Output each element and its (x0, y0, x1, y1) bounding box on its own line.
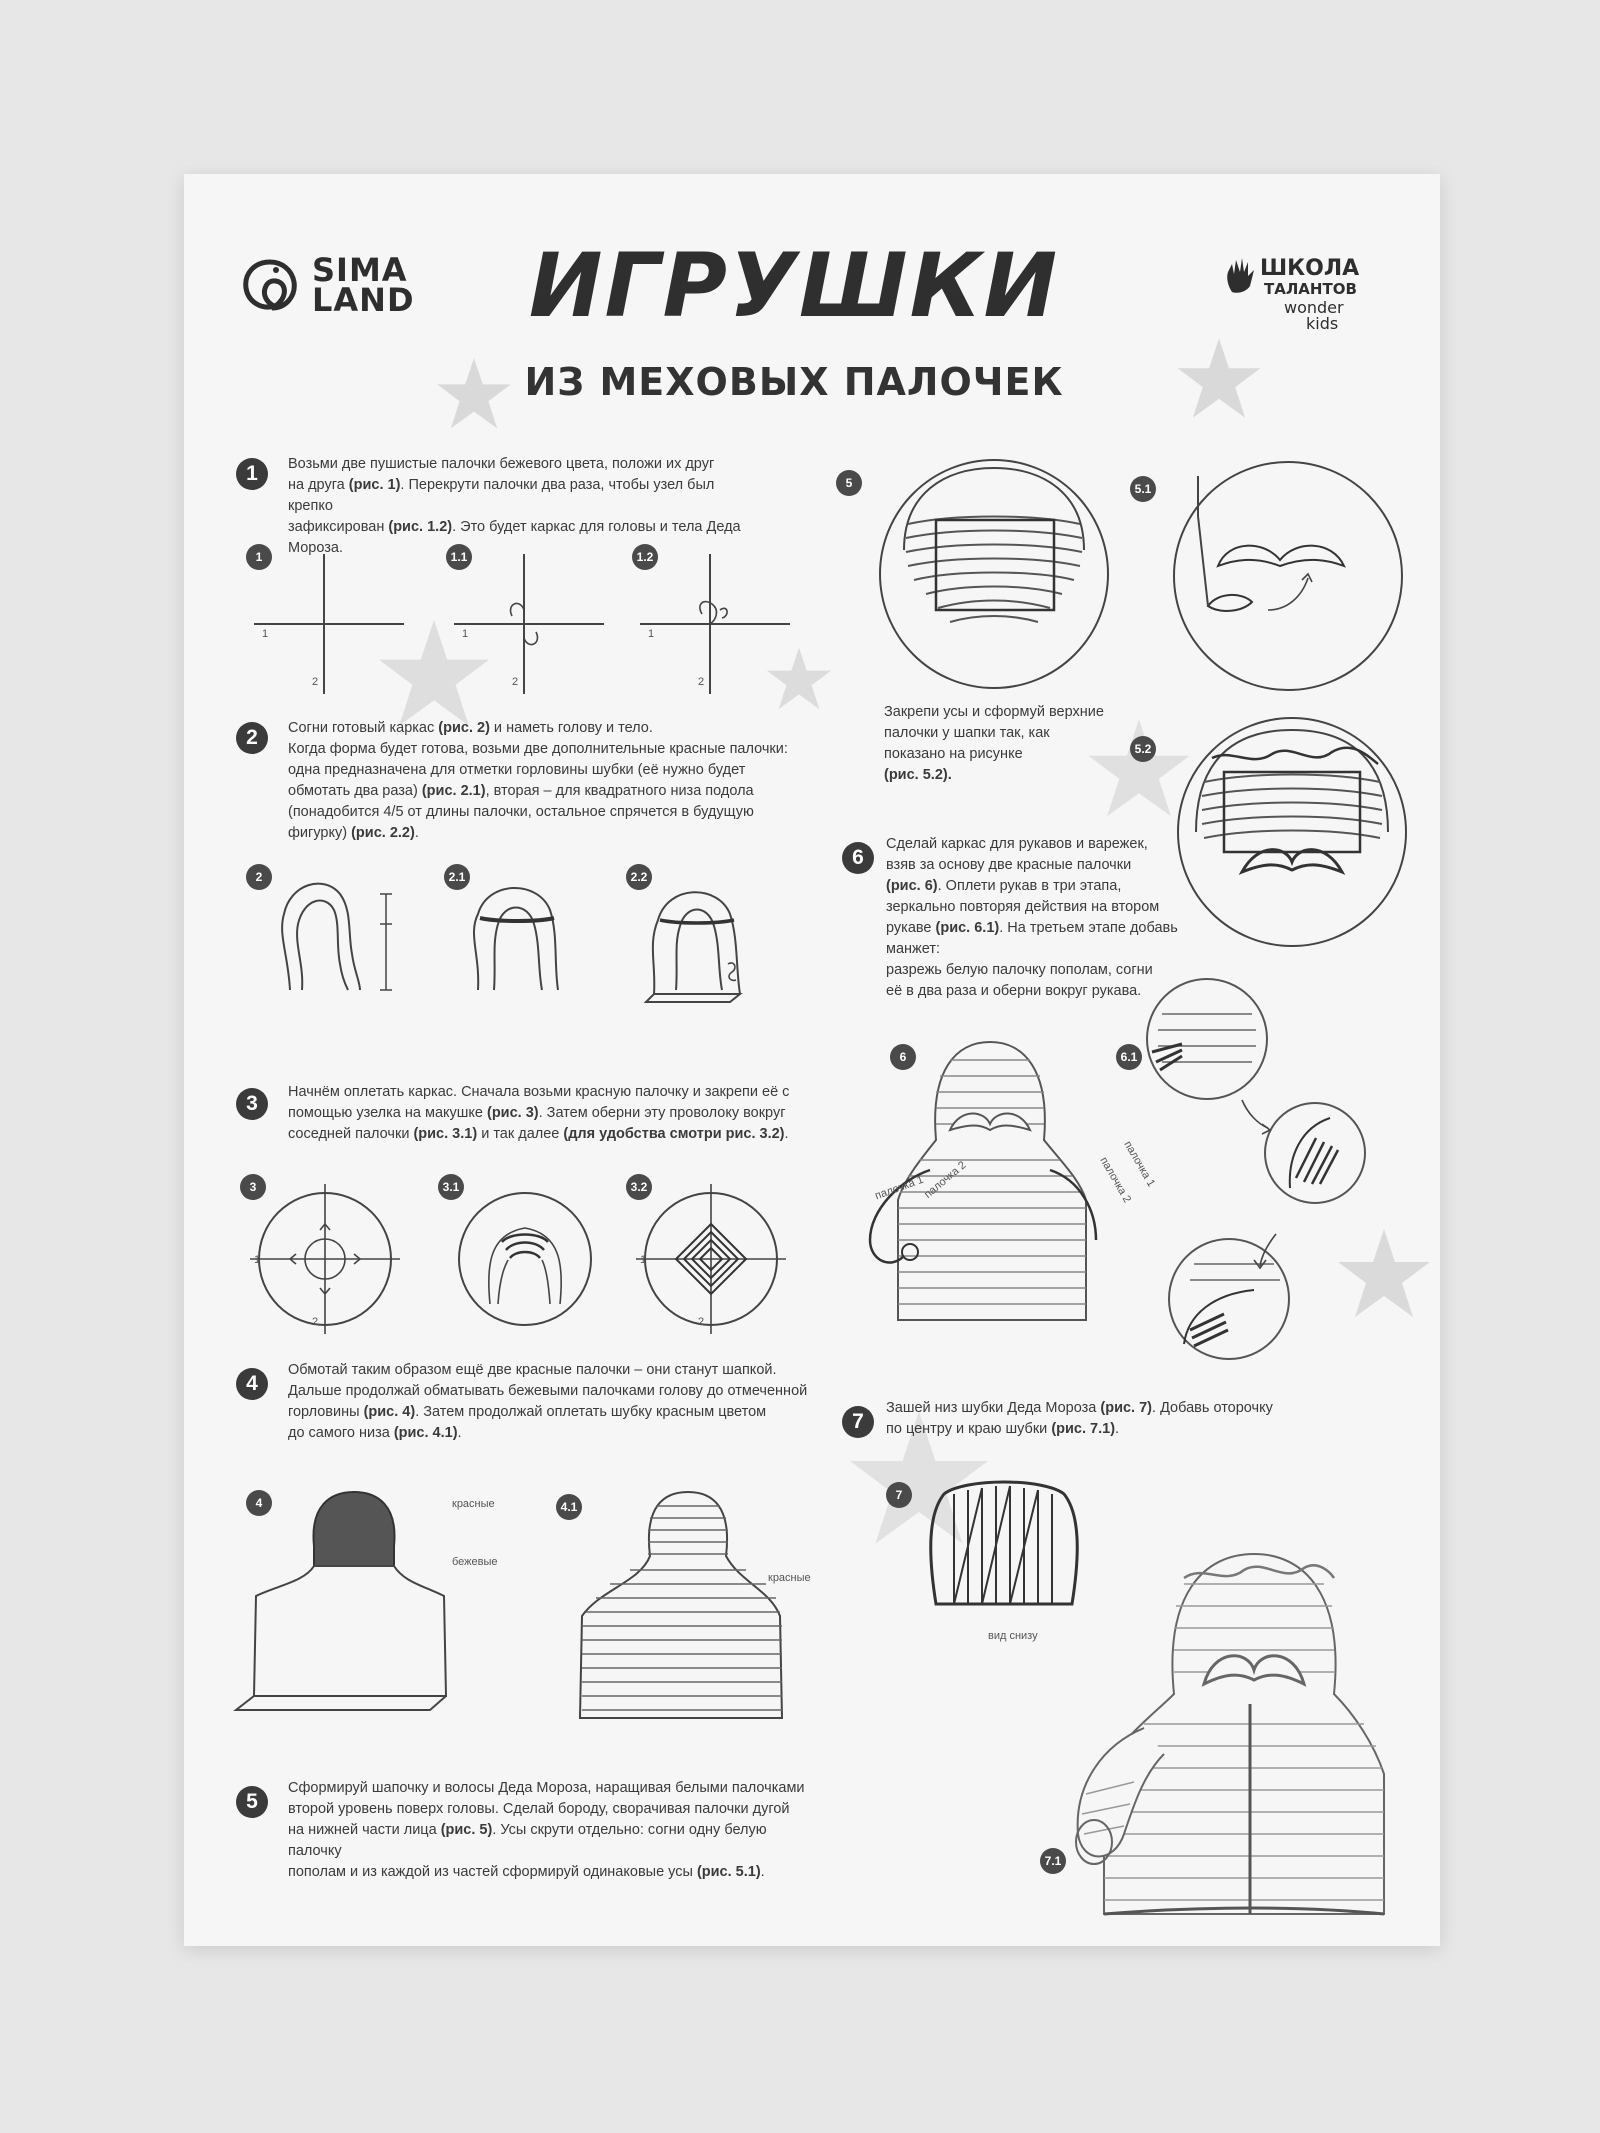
color-label: красные (768, 1572, 811, 1584)
figure-ref: (рис. 2) (438, 720, 490, 736)
step-4-text (288, 1360, 808, 1444)
bird-icon (240, 256, 300, 316)
caption: вид снизу (988, 1630, 1038, 1642)
figure-ref: (рис. 2.2) (351, 825, 415, 841)
text-span: горловины (288, 1404, 364, 1420)
star-decoration (1334, 1224, 1434, 1324)
figure-ref: (рис. 3) (487, 1105, 539, 1121)
figure-label: 7 (886, 1482, 912, 1508)
text-span: помощью узелка на макушке (288, 1105, 487, 1121)
text-line: (понадобится 4/5 от длины палочки, остальное спрячется в будущую (288, 804, 754, 820)
color-label: бежевые (452, 1556, 498, 1568)
axis-label: 2 (698, 1316, 705, 1328)
figure-ref: (рис. 7) (1100, 1400, 1153, 1416)
figure-ref: (рис. 1.2) (388, 519, 453, 535)
figure-6-sleeves (860, 1030, 1120, 1330)
stick-label: палочка 1 (1121, 1139, 1158, 1189)
text-span: и наметь голову и тело. (489, 720, 653, 736)
figure-ref: (рис. 5) (440, 1822, 493, 1838)
axis-label: 1 (640, 1254, 647, 1266)
text-line: одна предназначена для отметки горловины шубки (её нужно будет (288, 762, 746, 778)
text-span: рукаве (886, 920, 936, 936)
axis-label: 2 (312, 676, 319, 688)
figure-2-frame (264, 874, 414, 994)
figure-label: 1.2 (632, 544, 658, 570)
figure-ref: (рис. 5.1) (696, 1864, 761, 1880)
text-span: фигурку) (288, 825, 352, 841)
step-number: 7 (842, 1406, 874, 1438)
step-number: 4 (236, 1368, 268, 1400)
text-line: палочки у шапки так, как (884, 725, 1050, 741)
figure-2-2-frame (644, 874, 774, 1004)
step-5-2-text (884, 702, 1124, 786)
axis-label: 1 (462, 628, 469, 640)
figure-7-1-santa (1064, 1514, 1414, 1934)
figure-label: 1 (246, 544, 272, 570)
figure-5-1-moustache (1168, 456, 1408, 696)
figure-label: 2.2 (626, 864, 652, 890)
figure-label: 4 (246, 1490, 272, 1516)
text-span: . На третьем этапе добавь манжет: (886, 920, 1178, 957)
text-span: . (457, 1425, 462, 1441)
figure-6-1-stage1 (1142, 974, 1272, 1104)
step-number: 1 (236, 458, 268, 490)
text-span: обмотать два раза) (288, 783, 422, 799)
star-decoration (1174, 334, 1264, 424)
figure-ref: (рис. 3.1) (413, 1126, 478, 1142)
figure-5-beard (874, 454, 1114, 694)
text-line: её в два раза и оберни вокруг рукава. (886, 983, 1142, 999)
step-number: 6 (842, 842, 874, 874)
figure-1-1-twist (454, 554, 604, 704)
text-span: . Затем продолжай оплетать шубку красным цветом (415, 1404, 767, 1420)
text-span: соседней палочки (288, 1126, 414, 1142)
figure-1-cross (254, 554, 404, 704)
axis-label: 1 (254, 1254, 261, 1266)
figure-label: 6 (890, 1044, 916, 1070)
figure-label: 3.2 (626, 1174, 652, 1200)
text-line: Сделай каркас для рукавов и варежек, (886, 836, 1148, 852)
text-line: Сформируй шапочку и волосы Деда Мороза, наращивая белыми палочками (288, 1780, 805, 1796)
stick-label: палочка 2 (922, 1159, 969, 1201)
text-span: на друга (288, 477, 349, 493)
text-line: Начнём оплетать каркас. Сначала возьми красную палочку и закрепи её с (288, 1084, 790, 1100)
figure-label: 1.1 (446, 544, 472, 570)
text-line: взяв за основу две красные палочки (886, 857, 1132, 873)
figure-label: 5.1 (1130, 476, 1156, 502)
text-span: . Оплети рукав в три этапа, (937, 878, 1122, 894)
text-line: разрежь белую палочку пополам, согни (886, 962, 1153, 978)
arrow-icon (1232, 1094, 1292, 1274)
text-span: и так далее (477, 1126, 564, 1142)
axis-label: 1 (262, 628, 269, 640)
figure-2-1-frame (458, 874, 588, 994)
axis-label: 2 (312, 1316, 319, 1328)
text-span: Зашей низ шубки Деда Мороза (886, 1400, 1101, 1416)
partner-line1: ШКОЛА (1260, 256, 1360, 281)
figure-ref: (рис. 2.1) (421, 783, 486, 799)
partner-line2: ТАЛАНТОВ (1264, 280, 1357, 298)
color-label: красные (452, 1498, 495, 1510)
text-span: . Затем оберни эту проволоку вокруг (538, 1105, 786, 1121)
text-line: второй уровень поверх головы. Сделай бороду, сворачивая палочки дугой (288, 1801, 790, 1817)
page-title: ИГРУШКИ (528, 234, 1060, 337)
text-span: . Перекрути палочки два раза, чтобы узел был крепко (288, 477, 715, 514)
stick-label: палочка 2 (1097, 1155, 1134, 1205)
text-span: по центру и краю шубки (886, 1421, 1052, 1437)
figure-label: 5.2 (1130, 736, 1156, 762)
figure-3-knot (250, 1184, 400, 1334)
text-span: . (784, 1126, 789, 1142)
text-line: зеркально повторяя действия на втором (886, 899, 1160, 915)
text-line: Обмотай таким образом ещё две красные палочки – они станут шапкой. (288, 1362, 777, 1378)
axis-label: 2 (698, 676, 705, 688)
figure-label: 3 (240, 1174, 266, 1200)
text-span: , вторая – для квадратного низа подола (485, 783, 754, 799)
text-span: . (760, 1864, 765, 1880)
figure-ref: (рис. 6) (886, 878, 938, 894)
figure-ref: (рис. 4.1) (393, 1425, 458, 1441)
text-line: Возьми две пушистые палочки бежевого цвета, положи их друг (288, 456, 715, 472)
text-span: до самого низа (288, 1425, 394, 1441)
step-number: 5 (236, 1786, 268, 1818)
figure-label: 3.1 (438, 1174, 464, 1200)
figure-ref: (рис. 1) (348, 477, 401, 493)
figure-4-1-body (560, 1486, 800, 1736)
figure-ref: (рис. 4) (363, 1404, 416, 1420)
figure-3-2-weave (636, 1184, 786, 1334)
text-span: . Усы скрути отдельно: согни одну белую палочку (288, 1822, 767, 1859)
figure-label: 6.1 (1116, 1044, 1142, 1070)
figure-ref: (рис. 5.2). (884, 767, 952, 783)
step-1-text (288, 454, 748, 559)
figure-1-2-twist (640, 554, 790, 704)
step-7-text (886, 1398, 1286, 1440)
figure-4-head-wrap (234, 1486, 474, 1726)
figure-label: 7.1 (1040, 1848, 1066, 1874)
step-number: 2 (236, 722, 268, 754)
text-line: Когда форма будет готова, возьми две дополнительные красные палочки: (288, 741, 788, 757)
text-line: Закрепи усы и сформуй верхние (884, 704, 1104, 720)
text-line: показано на рисунке (884, 746, 1023, 762)
figure-ref: (для удобства смотри рис. 3.2) (563, 1126, 785, 1142)
text-span: пополам и из каждой из частей сформируй одинаковые усы (288, 1864, 697, 1880)
stick-label: палочка 1 (873, 1173, 926, 1203)
figure-label: 2.1 (444, 864, 470, 890)
partner-line3: wonder (1284, 298, 1344, 317)
figure-7-bottom (924, 1474, 1084, 1624)
hand-icon (1224, 256, 1258, 296)
star-decoration (434, 354, 514, 434)
text-span: Согни готовый каркас (288, 720, 439, 736)
partner-line4: kids (1306, 314, 1339, 333)
figure-ref: (рис. 7.1) (1051, 1421, 1116, 1437)
school-logo (1224, 246, 1364, 336)
step-5-text (288, 1778, 808, 1883)
axis-label: 1 (648, 628, 655, 640)
figure-label: 2 (246, 864, 272, 890)
text-span: на нижней части лица (288, 1822, 441, 1838)
text-span: . (414, 825, 419, 841)
figure-ref: (рис. 6.1) (935, 920, 1000, 936)
sima-land-logo (240, 251, 460, 319)
brand-line2: LAND (312, 281, 415, 319)
text-span: . Добавь оторочку (1152, 1400, 1273, 1416)
step-number: 3 (236, 1088, 268, 1120)
text-span: . Это будет каркас для головы и тела Деда Мороза. (288, 519, 741, 556)
step-2-text (288, 718, 788, 844)
figure-label: 5 (836, 470, 862, 496)
text-span: . (1115, 1421, 1120, 1437)
instruction-sheet (184, 174, 1440, 1946)
axis-label: 2 (512, 676, 519, 688)
page-subtitle: ИЗ МЕХОВЫХ ПАЛОЧЕК (524, 360, 1064, 404)
text-line: Дальше продолжай обматывать бежевыми палочками голову до отмеченной (288, 1383, 808, 1399)
figure-3-1-wrap (450, 1184, 600, 1334)
figure-label: 4.1 (556, 1494, 582, 1520)
brand-line1: SIMA (312, 251, 408, 289)
step-3-text (288, 1082, 808, 1145)
text-span: зафиксирован (288, 519, 389, 535)
